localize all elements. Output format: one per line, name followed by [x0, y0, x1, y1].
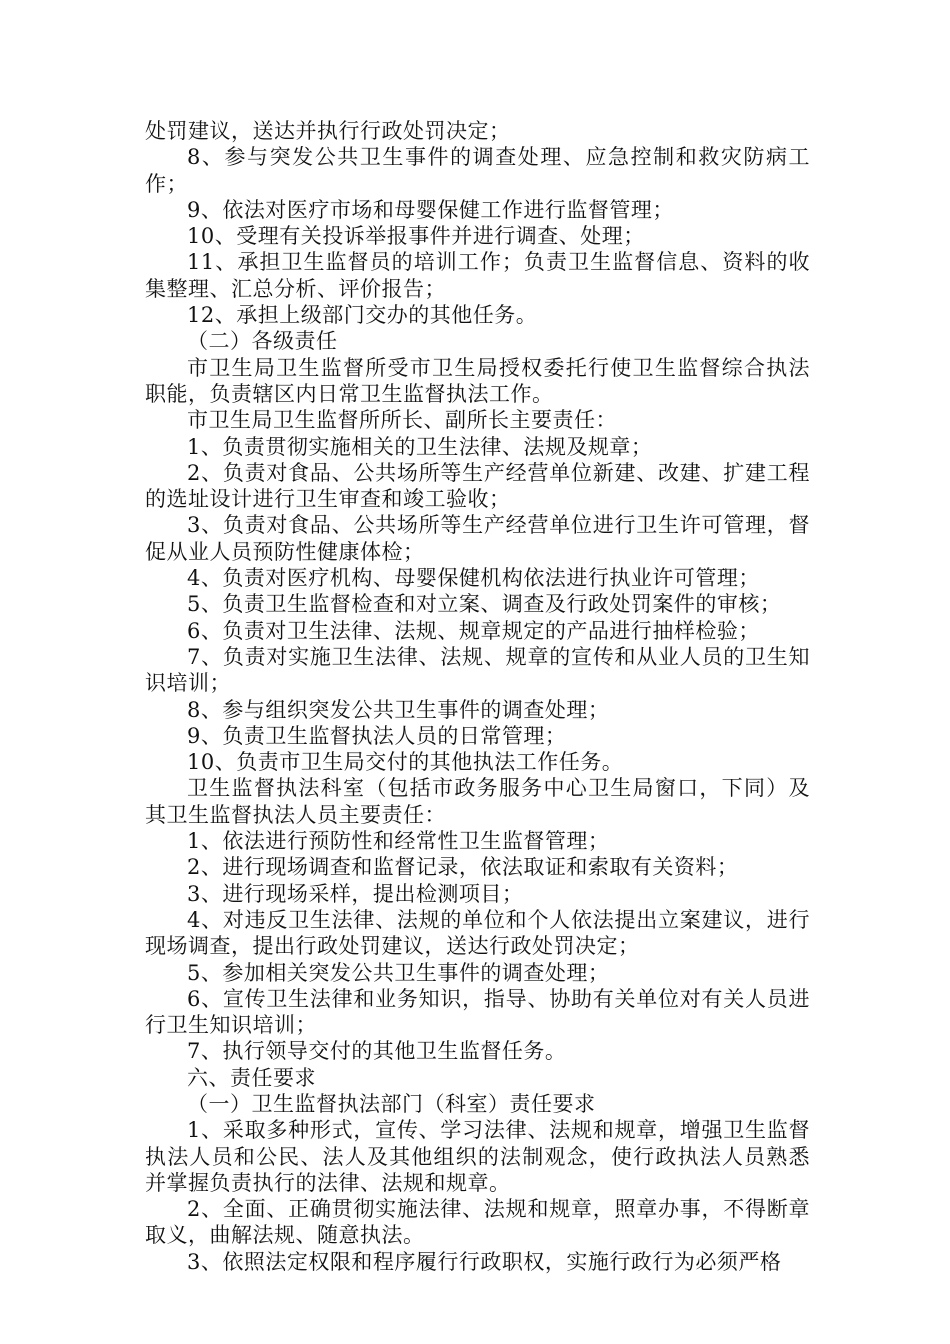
paragraph-supervision-institute: 市卫生局卫生监督所受市卫生局授权委托行使卫生监督综合执法职能，负责辖区内日常卫生监督执法工作。 [145, 355, 810, 406]
subsection-heading-department-requirements: （一）卫生监督执法部门（科室）责任要求 [187, 1091, 596, 1116]
paragraph-office-item-7: 7、执行领导交付的其他卫生监督任务。 [187, 1039, 567, 1064]
paragraph-item-12: 12、承担上级部门交办的其他任务。 [187, 303, 538, 328]
paragraph-office-item-4: 4、对违反卫生法律、法规的单位和个人依法提出立案建议，进行现场调查，提出行政处罚建议，送达行政处罚决定； [145, 907, 810, 959]
paragraph-requirement-2: 2、全面、正确贯彻实施法律、法规和规章，照章办事，不得断章取义，曲解法规、随意执法。 [145, 1197, 810, 1248]
paragraph-office-item-5: 5、参加相关突发公共卫生事件的调查处理； [187, 960, 610, 985]
paragraph-director-item-1: 1、负责贯彻实施相关的卫生法律、法规及规章； [187, 434, 653, 459]
paragraph-director-item-10: 10、负责市卫生局交付的其他执法工作任务。 [187, 750, 624, 775]
paragraph-requirement-3: 3、依照法定权限和程序履行行政职权，实施行政行为必须严格 [187, 1249, 782, 1274]
paragraph-continuation: 处罚建议，送达并执行行政处罚决定； [145, 119, 511, 143]
paragraph-director-item-8: 8、参与组织突发公共卫生事件的调查处理； [187, 697, 610, 722]
paragraph-item-11: 11、承担卫生监督员的培训工作；负责卫生监督信息、资料的收集整理、汇总分析、评价报告； [145, 250, 810, 301]
paragraph-item-10: 10、受理有关投诉举报事件并进行调查、处理； [187, 224, 645, 249]
paragraph-office-duties: 卫生监督执法科室（包括市政务服务中心卫生局窗口，下同）及其卫生监督执法人员主要责任： [145, 776, 810, 827]
paragraph-office-item-6: 6、宣传卫生法律和业务知识，指导、协助有关单位对有关人员进行卫生知识培训； [145, 986, 810, 1038]
paragraph-director-item-3: 3、负责对食品、公共场所等生产经营单位进行卫生许可管理，督促从业人员预防性健康体检； [145, 513, 810, 564]
paragraph-item-8: 8、参与突发公共卫生事件的调查处理、应急控制和救灾防病工作； [145, 145, 810, 196]
paragraph-director-item-7: 7、负责对实施卫生法律、法规、规章的宣传和从业人员的卫生知识培训； [145, 644, 810, 696]
paragraph-director-item-9: 9、负责卫生监督执法人员的日常管理； [187, 723, 567, 748]
paragraph-office-item-3: 3、进行现场采样，提出检测项目； [187, 881, 524, 906]
paragraph-office-item-2: 2、进行现场调查和监督记录，依法取证和索取有关资料； [187, 855, 739, 880]
document-page [145, 118, 810, 1275]
paragraph-requirement-1: 1、采取多种形式，宣传、学习法律、法规和规章，增强卫生监督执法人员和公民、法人及其他组织的法制观念，使行政执法人员熟悉并掌握负责执行的法律、法规和规章。 [145, 1118, 810, 1195]
paragraph-director-item-4: 4、负责对医疗机构、母婴保健机构依法进行执业许可管理； [187, 566, 760, 591]
paragraph-director-item-5: 5、负责卫生监督检查和对立案、调查及行政处罚案件的审核； [187, 592, 782, 617]
paragraph-item-9: 9、依法对医疗市场和母婴保健工作进行监督管理； [187, 197, 674, 222]
paragraph-office-item-1: 1、依法进行预防性和经常性卫生监督管理； [187, 829, 610, 854]
paragraph-director-item-2: 2、负责对食品、公共场所等生产经营单位新建、改建、扩建工程的选址设计进行卫生审查和竣工验收； [145, 460, 810, 512]
paragraph-director-duties: 市卫生局卫生监督所所长、副所长主要责任： [187, 408, 617, 433]
section-heading-requirements: 六、责任要求 [187, 1065, 316, 1090]
section-heading-responsibilities: （二）各级责任 [187, 329, 338, 354]
paragraph-director-item-6: 6、负责对卫生法律、法规、规章规定的产品进行抽样检验； [187, 618, 760, 643]
